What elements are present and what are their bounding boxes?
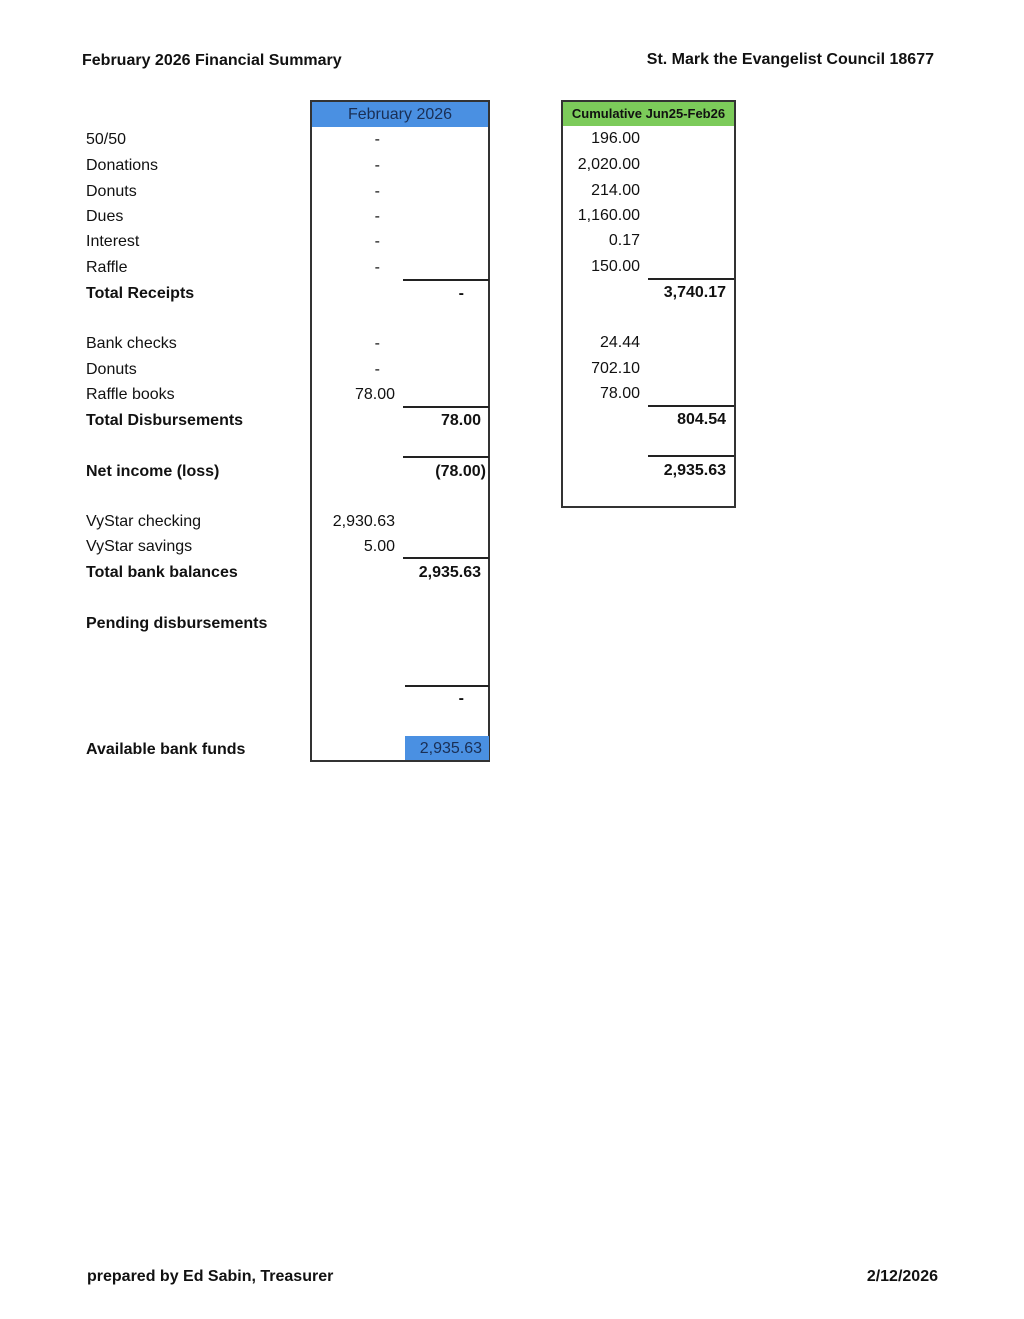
subtotal-rule xyxy=(648,278,734,280)
disbursement-label-donuts: Donuts xyxy=(86,361,137,378)
disbursement-label-bank-checks: Bank checks xyxy=(86,335,177,352)
subtotal-rule xyxy=(648,405,734,407)
disbursement-cumulative-bank-checks: 24.44 xyxy=(599,334,640,351)
prepared-by: prepared by Ed Sabin, Treasurer xyxy=(87,1268,334,1285)
subtotal-rule xyxy=(403,279,489,281)
subtotal-rule xyxy=(648,455,734,457)
receipt-label-raffle: Raffle xyxy=(86,259,128,276)
disbursement-month-bank-checks: - xyxy=(374,335,380,352)
total-disbursements-month: 78.00 xyxy=(440,412,481,429)
receipt-cumulative-dues: 1,160.00 xyxy=(577,207,640,224)
pending-disbursements-label: Pending disbursements xyxy=(86,615,268,632)
receipt-month-5050: - xyxy=(374,131,380,148)
disbursement-cumulative-donuts: 702.10 xyxy=(591,360,640,377)
total-disbursements-label: Total Disbursements xyxy=(86,412,244,429)
subtotal-rule xyxy=(403,557,489,559)
net-income-month: (78.00) xyxy=(435,463,486,480)
receipt-cumulative-raffle: 150.00 xyxy=(591,258,640,275)
receipt-month-donations: - xyxy=(374,157,380,174)
disbursement-month-donuts: - xyxy=(374,361,380,378)
total-bank-month: 2,935.63 xyxy=(418,564,481,581)
receipt-month-interest: - xyxy=(374,233,380,250)
receipt-cumulative-donations: 2,020.00 xyxy=(577,156,640,173)
available-funds-month: 2,935.63 xyxy=(419,740,482,757)
receipt-label-donations: Donations xyxy=(86,157,159,174)
report-date: 2/12/2026 xyxy=(866,1268,938,1285)
receipt-cumulative-donuts: 214.00 xyxy=(591,182,640,199)
subtotal-rule xyxy=(403,406,489,408)
organization-name: St. Mark the Evangelist Council 18677 xyxy=(646,51,934,68)
bank-month-checking: 2,930.63 xyxy=(332,513,395,530)
available-funds-label: Available bank funds xyxy=(86,741,246,758)
total-disbursements-cumulative: 804.54 xyxy=(677,411,726,428)
receipt-month-donuts: - xyxy=(374,183,380,200)
cumulative-column-header: Cumulative Jun25-Feb26 xyxy=(563,102,734,126)
receipt-label-5050: 50/50 xyxy=(86,131,127,148)
disbursement-cumulative-raffle-books: 78.00 xyxy=(599,385,640,402)
receipt-label-dues: Dues xyxy=(86,208,124,225)
receipt-label-donuts: Donuts xyxy=(86,183,137,200)
disbursement-label-raffle-books: Raffle books xyxy=(86,386,175,403)
subtotal-rule xyxy=(405,685,489,687)
receipt-month-raffle: - xyxy=(374,259,380,276)
month-column-header: February 2026 xyxy=(312,102,488,127)
disbursement-month-raffle-books: 78.00 xyxy=(354,386,395,403)
total-bank-label: Total bank balances xyxy=(86,564,238,581)
net-income-label: Net income (loss) xyxy=(86,463,220,480)
net-income-cumulative: 2,935.63 xyxy=(663,462,726,479)
bank-month-savings: 5.00 xyxy=(363,538,395,555)
receipt-cumulative-5050: 196.00 xyxy=(591,130,640,147)
receipt-month-dues: - xyxy=(374,208,380,225)
bank-label-savings: VyStar savings xyxy=(86,538,193,555)
receipt-label-interest: Interest xyxy=(86,233,140,250)
total-receipts-month: - xyxy=(458,285,464,302)
subtotal-rule xyxy=(403,456,489,458)
bank-label-checking: VyStar checking xyxy=(86,513,202,530)
pending-disbursements-month: - xyxy=(458,690,464,707)
total-receipts-label: Total Receipts xyxy=(86,285,195,302)
receipt-cumulative-interest: 0.17 xyxy=(608,232,640,249)
total-receipts-cumulative: 3,740.17 xyxy=(663,284,726,301)
document-title: February 2026 Financial Summary xyxy=(82,52,342,69)
